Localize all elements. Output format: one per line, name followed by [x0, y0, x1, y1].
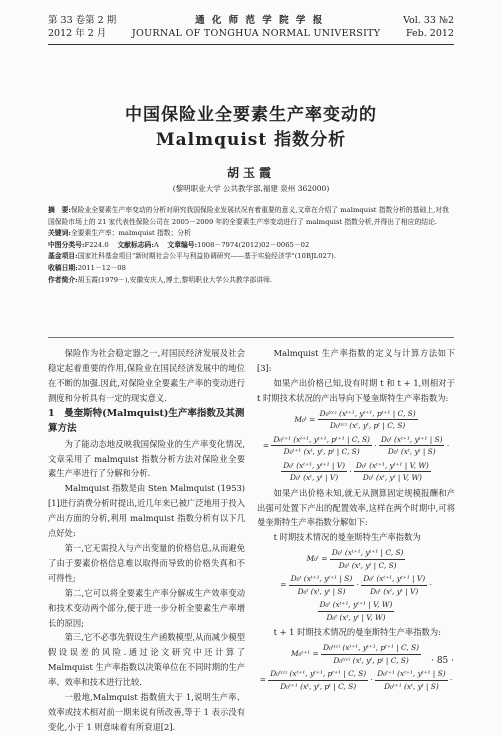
running-header — [48, 14, 454, 40]
classification — [48, 240, 452, 252]
numerator: D₀ᵗ (xᵗ⁺¹, yᵗ⁺¹ | V) — [361, 573, 427, 586]
article-title — [0, 103, 502, 153]
numerator: D₀ᵗ⁺¹ (xᵗ⁺¹, yᵗ⁺¹, pᵗ⁺¹ | C, S) — [271, 434, 372, 447]
metadata-rule — [48, 337, 454, 338]
numerator: D₀ᵗ (xᵗ⁺¹, yᵗ⁺¹ | V, W) — [354, 460, 431, 473]
denominator: D₀ᵗ⁽ᶜ⁾ (xᵗ, yᵗ, pᵗ | C, S) — [329, 421, 406, 431]
abstract-text: 保险业全要素生产率变动的分析对研究我国保险业发展状况有着重要的意义,文章在介绍了 malmquist 指数分析的基础上,对我国保险市场上的 21 家代表性保险公司在 2005－2009 年的全要素生产率变动进行了 malmquist 指数分析,并得出了相应的结论. — [48, 206, 449, 226]
received-date — [48, 263, 452, 275]
denominator: D₀ᵗ (xᵗ, yᵗ | C, S) — [338, 560, 397, 570]
paragraph: t + 1 时期技术情况的曼奎斯特生产率指数为: — [273, 627, 441, 638]
right-column — [257, 346, 455, 694]
clc-value: F224.0 — [84, 240, 109, 249]
abstract-label: 摘 要: — [48, 206, 71, 214]
title-line-1: 中国保险业全要素生产率变动的 — [125, 105, 377, 125]
eq-lhs: M₀ᵗ⁺¹ = — [290, 649, 319, 659]
article-no-label: 文章编号: — [167, 240, 198, 249]
denominator: D₀ᵗ⁺¹ (xᵗ, yᵗ | S) — [384, 681, 439, 691]
equation-3 — [257, 547, 455, 571]
paragraph: 第一,它无需投入与产出变量的价格信息,从而避免了由于要素价格信息难以取得而导致的价格失真和不可得性; — [48, 542, 245, 583]
volume-en: Vol. 33 №2 — [403, 15, 454, 26]
numerator: D₀ᵗ (xᵗ⁺¹, yᵗ⁺¹ | V, W) — [318, 599, 395, 612]
numerator: D₀ᵗ (xᵗ⁺¹, yᵗ⁺¹ | S) — [379, 434, 445, 447]
equation-1 — [257, 408, 455, 432]
denominator: D₀ᵗ⁺¹ (xᵗ, yᵗ, pᵗ | C, S) — [283, 447, 360, 457]
date-cn: 2012 年 2 月 — [48, 28, 107, 39]
denominator: D₀ᵗ (xᵗ, yᵗ | V, W) — [326, 612, 386, 622]
keywords-label: 关键词: — [48, 229, 71, 238]
clc-label: 中图分类号: — [48, 240, 85, 249]
date-en: Feb. 2012 — [405, 28, 454, 39]
numerator: D₀ᵗ⁽ᶜ⁾ (xᵗ⁺¹, yᵗ⁺¹, pᵗ⁺¹ | C, S) — [321, 642, 421, 655]
section-heading: 1 曼奎斯特(Malmquist)生产率指数及其测算方法 — [48, 407, 245, 435]
page-number: · 85 · — [431, 656, 454, 666]
title-line-2: Malmquist 指数分析 — [155, 130, 347, 150]
numerator: D₀ᵗ⁽ᶜ⁾ (xᵗ⁺¹, yᵗ⁺¹, pᵗ⁺¹ | C, S) — [318, 408, 418, 421]
author-name: 胡玉霞 — [226, 166, 275, 180]
paragraph: 第三,它不必事先假设生产函数模型,从而减少模型假设误差的风险.通过论文研究中还计算了 Malmquist 生产率指数以决策单位在不同时期的生产率、效率和技术进行比较. — [48, 632, 245, 688]
fraction — [361, 573, 427, 597]
fraction — [281, 460, 347, 484]
journal-name-cn: 通 化 师 范 学 院 学 报 — [195, 15, 325, 26]
doc-code-label: 文献标志码: — [117, 240, 154, 249]
equation-2: = $\frac{\text{D₀ᵗ⁺¹ (xᵗ⁺¹, yᵗ⁺¹, pᵗ⁺¹ | C, S)}}{\text{D₀ᵗ⁺¹ (xᵗ, yᵗ, pᵗ | C, S)}}$ · $\frac{\text{D₀ᵗ (xᵗ⁺¹, yᵗ⁺¹ | S)}}{\text{D₀ᵗ (xᵗ, yᵗ | S)}}$ · — [262, 434, 450, 457]
equation-5 — [257, 642, 455, 666]
denominator: D₀ᵗ (xᵗ, yᵗ | S) — [297, 586, 346, 596]
doc-code-value: A — [153, 240, 159, 249]
fraction — [379, 434, 445, 458]
fraction — [289, 573, 355, 597]
fraction — [330, 547, 406, 571]
fraction — [271, 434, 372, 458]
fraction — [268, 668, 368, 692]
equation-4: = $\frac{\text{D₀ᵗ (xᵗ⁺¹, yᵗ⁺¹ | S)}}{\text{D₀ᵗ (xᵗ, yᵗ | S)}}$ · $\frac{\text{D₀ᵗ (xᵗ⁺¹, yᵗ⁺¹ | V)}}{\text{D₀ᵗ (xᵗ, yᵗ | V)}}$ · — [280, 574, 432, 596]
fraction — [321, 642, 421, 666]
journal-name-en: JOURNAL OF TONGHUA NORMAL UNIVERSITY — [131, 28, 381, 39]
paragraph: Malmquist 生产率指数的定义与计算方法如下[3]: — [257, 348, 455, 373]
received-label: 收稿日期: — [48, 263, 78, 272]
paragraph: t 时期技术情况的曼奎斯特生产率指数为 — [273, 532, 421, 543]
fraction — [354, 460, 431, 484]
paragraph: 第二,它可以将全要素生产率分解成生产效率变动和技术变动两个部分,便于进一步分析全要素生产率增长的原因; — [48, 587, 245, 628]
paragraph: 一般地,Malmquist 指数值大于 1,说明生产率、效率或技术相对前一期来说有所改善,等于 1 表示没有变化,小于 1 则意味着有所衰退[2]. — [48, 692, 245, 732]
denominator: D₀ᵗ (xᵗ, yᵗ | V, W) — [362, 473, 422, 483]
denominator: D₀ᵗ (xᵗ, yᵗ | V) — [290, 473, 339, 483]
paragraph: 如果产出价格已知,设有时期 t 和 t + 1,则相对于 t 时期技术状况的产出导向下曼奎斯特生产率指数为: — [257, 377, 455, 403]
author-affiliation: (黎明职业大学 公共教学部,福建 泉州 362000) — [172, 184, 330, 193]
paragraph: 为了能动态地反映我国保险业的生产率变化情况,文章采用了 malmquist 指数分析方法对保险业全要素生产率进行了分解和分析. — [48, 438, 245, 479]
keywords-text: 全要素生产率；malmquist 指数；分析 — [70, 229, 191, 238]
paragraph: 保险作为社会稳定器之一,对国民经济发展及社会稳定起着重要的作用,保险业在国民经济发展中的地位在不断的加强.因此,对保险业全要素生产率的变动进行测度和分析具有一定的现实意义. — [48, 348, 245, 403]
left-column — [48, 346, 245, 735]
abstract — [48, 205, 452, 228]
denominator: D₀ᵗ⁽ᶜ⁾ (xᵗ, yᵗ, pᵗ | C, S) — [333, 655, 409, 665]
header-rule — [48, 44, 454, 45]
bio-label: 作者简介: — [48, 275, 78, 284]
denominator: D₀ᵗ⁺¹ (xᵗ, yᵗ, pᵗ | C, S) — [280, 681, 357, 691]
author-bio — [48, 275, 452, 287]
numerator: D₀ᵗ⁺¹ (xᵗ⁺¹, yᵗ⁺¹ | S) — [375, 668, 447, 681]
paragraph: 如果产出价格未知,就无从测算固定规模报酬和产出强可处置下产出的配置效率,这样在两个时期中,可将曼奎斯特生产率指数分解如下: — [257, 487, 455, 528]
fund-info — [48, 251, 452, 263]
paragraph: Malmquist 指数是由 Sten Malmquist (1953)[1]进行消费分析时提出,近几年来已被广泛地用于投入产出方面的分析,利用 malmquist 指数分析有以下几点好处: — [48, 483, 245, 539]
fraction — [318, 408, 418, 432]
fund-label: 基金项目: — [48, 252, 78, 261]
article-metadata — [48, 205, 452, 286]
numerator: D₀ᵗ (xᵗ⁺¹, yᵗ⁺¹ | V) — [281, 460, 347, 473]
bio-text: 胡玉霞(1979－),安徽安庆人,博士,黎明职业大学公共教学部讲师. — [77, 275, 273, 284]
denominator: D₀ᵗ (xᵗ, yᵗ | V) — [370, 586, 419, 596]
received-value: 2011－12－08 — [77, 263, 126, 272]
eq-lhs: M₀ᵗ = — [306, 554, 328, 564]
denominator: D₀ᵗ (xᵗ, yᵗ | S) — [387, 447, 436, 457]
fund-text: 国家社科基金项目"新时期社会公平与利益协调研究——基于实验经济学"(10BJL027). — [77, 252, 336, 261]
article-no-value: 1008－7974(2012)02－0065－02 — [197, 240, 310, 249]
numerator: D₀ᵗ (xᵗ⁺¹, yᵗ⁺¹ | S) — [289, 573, 355, 586]
fraction — [375, 668, 447, 692]
numerator: D₀ᵗ⁽ᶜ⁾ (xᵗ⁺¹, yᵗ⁺¹, pᵗ⁺¹ | C, S) — [268, 668, 368, 681]
eq-lhs: M₀ᵗ = — [294, 414, 316, 424]
fraction — [318, 599, 395, 623]
equation-4-cont — [257, 599, 455, 623]
equation-2-cont: $\frac{\text{D₀ᵗ (xᵗ⁺¹, yᵗ⁺¹ | V)}}{\text{D₀ᵗ (xᵗ, yᵗ | V)}}$ · $\frac{\text{D₀ᵗ (xᵗ⁺¹, yᵗ⁺¹ | V, W)}}{\text{D₀ᵗ (xᵗ, yᵗ | V, W)}}$ — [283, 460, 429, 483]
numerator: D₀ᵗ (xᵗ⁺¹, yᵗ⁺¹ | C, S) — [330, 547, 406, 560]
keywords — [48, 228, 452, 240]
equation-6: = $\frac{\text{D₀ᵗ⁽ᶜ⁾ (xᵗ⁺¹, yᵗ⁺¹, pᵗ⁺¹ | C, S)}}{\text{D₀ᵗ⁺¹ (xᵗ, yᵗ, pᵗ | C, S)}}$ · $\frac{\text{D₀ᵗ⁺¹ (xᵗ⁺¹, yᵗ⁺¹ | S)}}{\text{D₀ᵗ⁺¹ (xᵗ, yᵗ | S)}}$ · — [259, 669, 453, 691]
volume-issue: 第 33 卷第 2 期 — [48, 15, 117, 26]
